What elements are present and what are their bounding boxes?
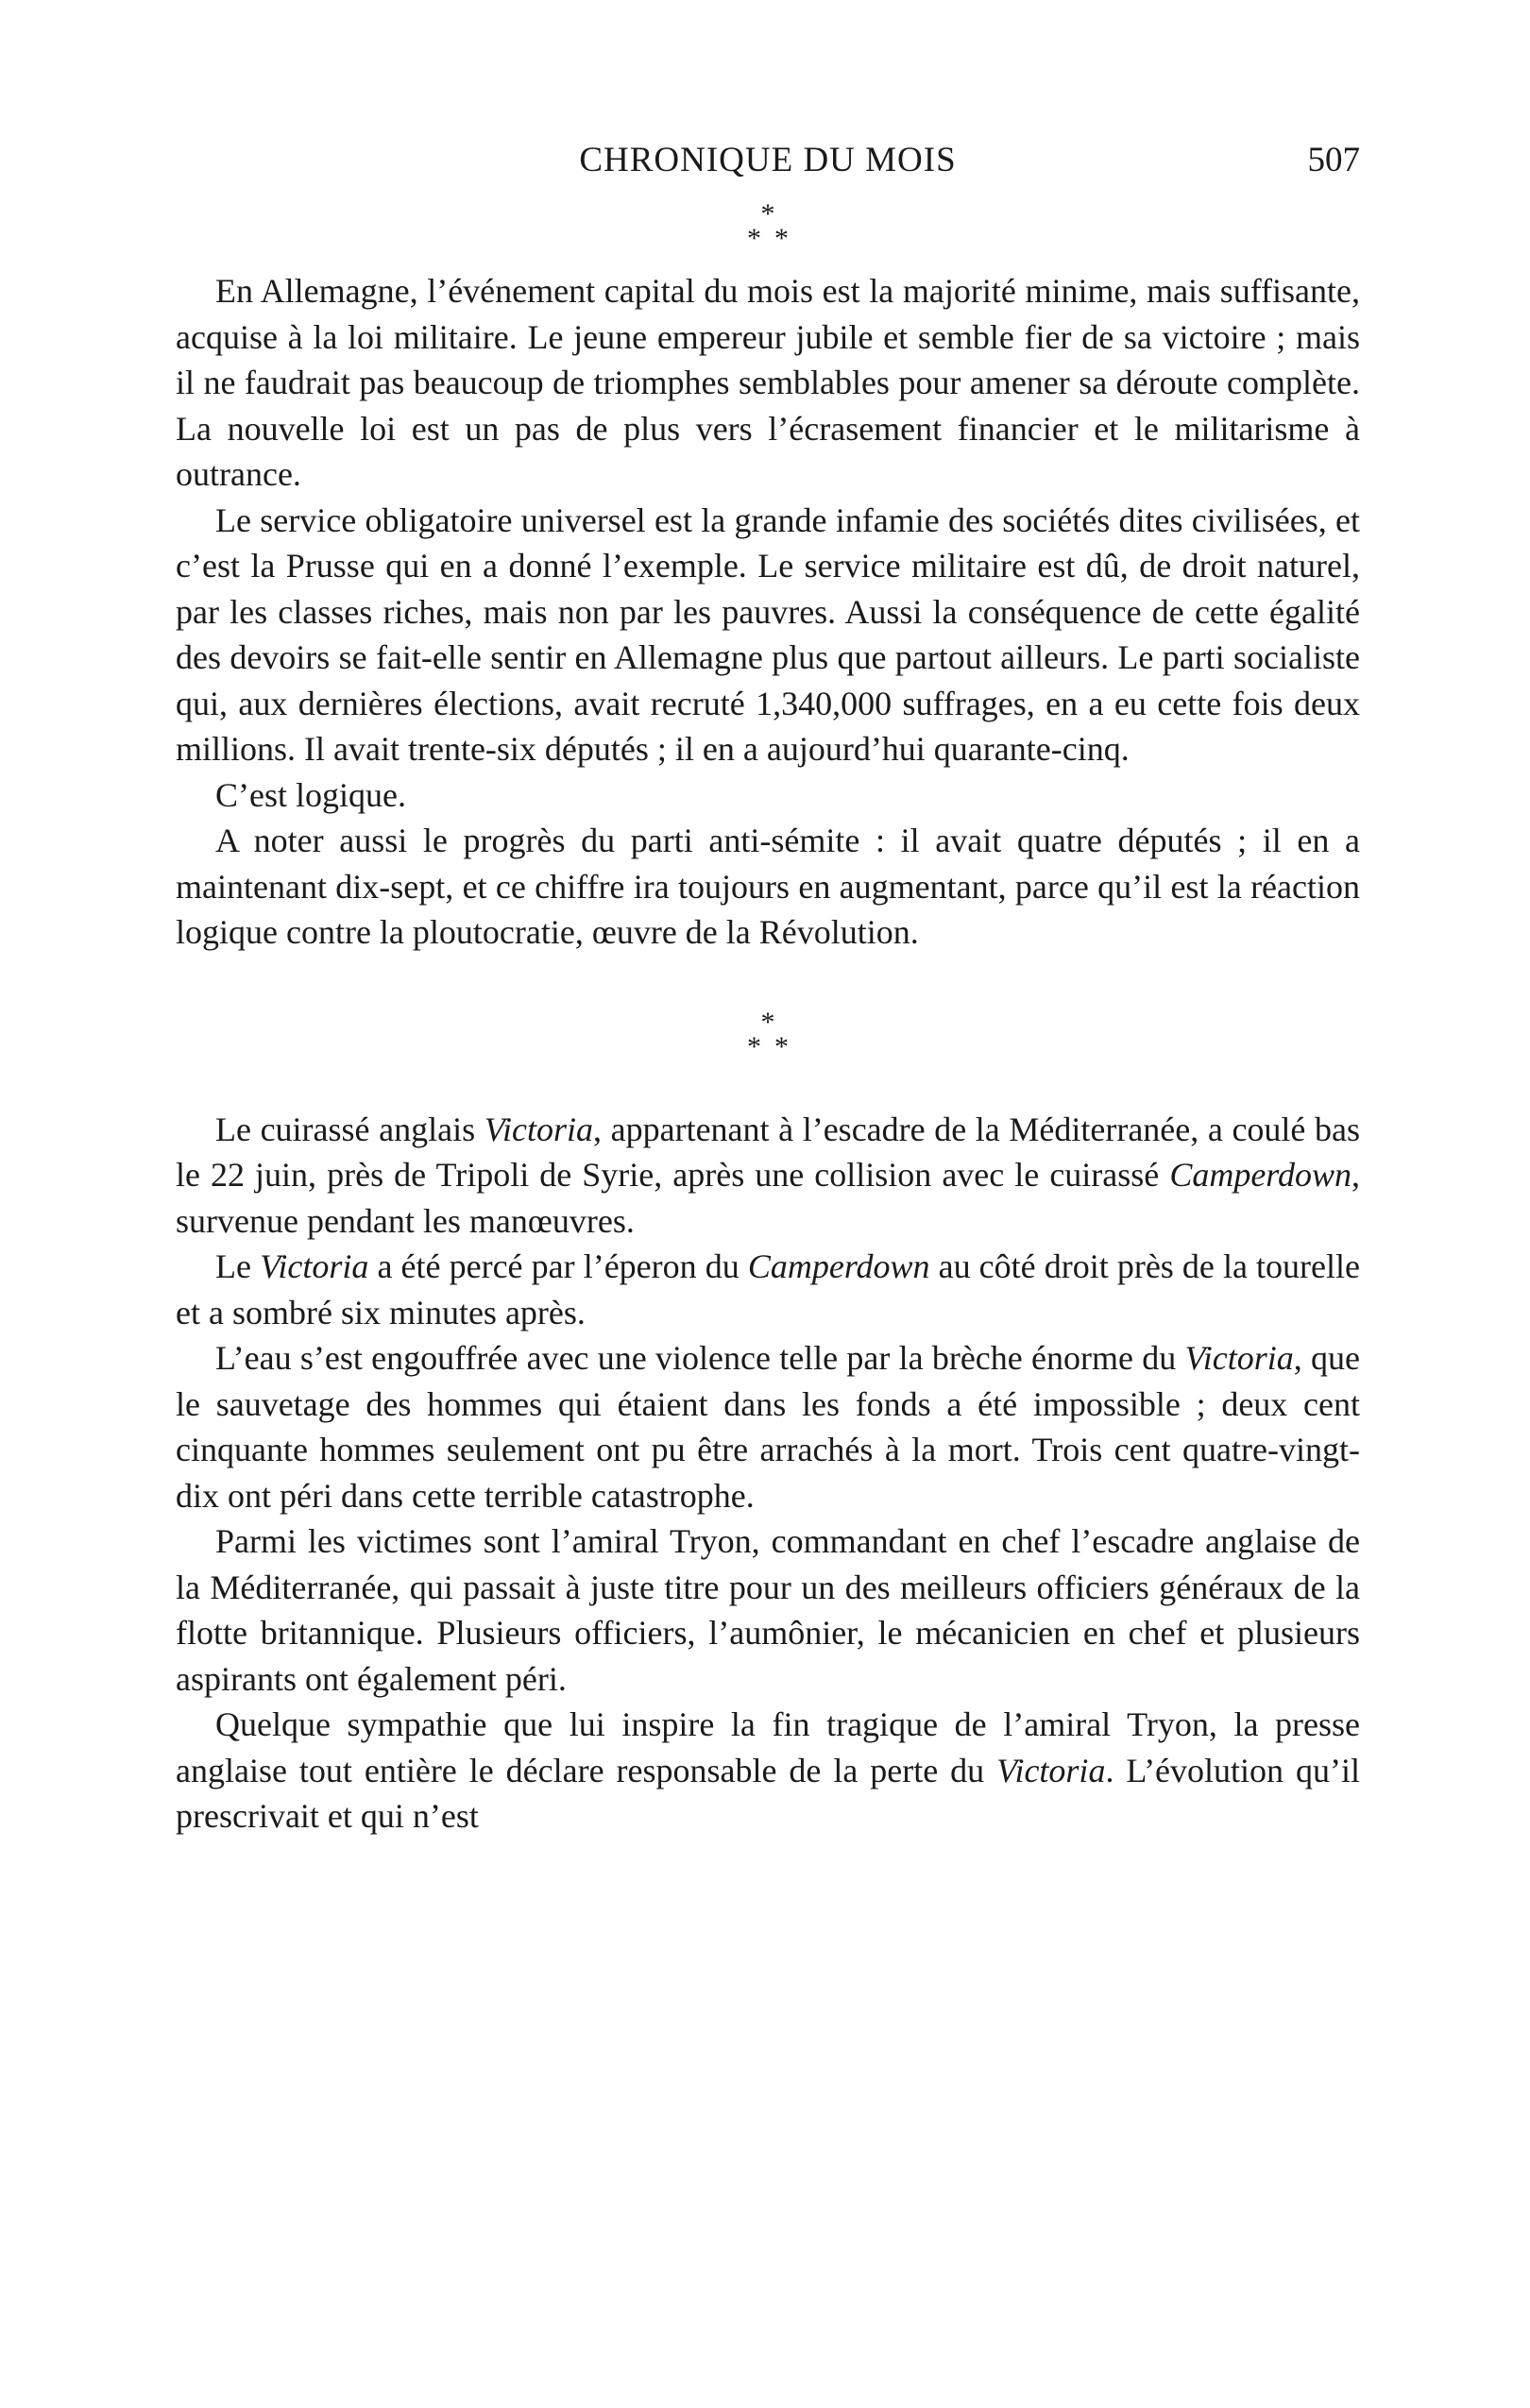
text-run: L’eau s’est engouffrée avec une violence telle par la brèche énorme du: [215, 1339, 1185, 1377]
asterism-separator: [176, 1006, 1360, 1062]
asterism-separator: [176, 198, 1360, 254]
text-run: , que le sauvetage des hommes qui étaient dans les fonds a été impossible ; deux cent cinquante hommes seulement ont pu être arrachés à la mort. Trois cent quatre-vingt-dix ont péri dans cette terrible catastrophe.: [176, 1339, 1360, 1515]
asterism-top: *: [760, 198, 775, 229]
paragraph: [176, 1244, 1360, 1335]
paragraph: Parmi les victimes sont l’amiral Tryon, commandant en chef l’escadre anglaise de la Méditerranée, qui passait à juste titre pour un des meilleurs officiers généraux de la flotte britannique. Plusieurs officiers, l’aumônier, le mécanicien en chef et plusieurs aspirants ont également péri.: [176, 1522, 1360, 1698]
page-number: 507: [1307, 141, 1360, 179]
asterism-bottom: **: [747, 1030, 802, 1062]
paragraph: Le service obligatoire universel est la grande infamie des sociétés dites civilisées, et c’est la Prusse qui en a donné l’exemple. Le service militaire est dû, de droit naturel, par les classes riches, mais non par les pauvres. Aussi la conséquence de cette égalité des devoirs se fait-elle sentir en Allemagne plus que partout ailleurs. Le parti socialiste qui, aux dernières élections, avait recruté 1,340,000 suffrages, en a eu cette fois deux millions. Il avait trente-six députés ; il en a aujourd’hui quarante-cinq.: [176, 500, 1360, 768]
paragraph: [176, 1335, 1360, 1518]
paragraph: En Allemagne, l’événement capital du mois est la majorité minime, mais suffisante, acquise à la loi militaire. Le jeune empereur jubile et semble fier de sa victoire ; mais il ne faudrait pas beaucoup de triomphes semblables pour amener sa déroute complète. La nouvelle loi est un pas de plus vers l’écrasement financier et le militarisme à outrance.: [176, 272, 1360, 493]
ship-name: Victoria: [260, 1247, 369, 1285]
ship-name: Victoria: [1184, 1339, 1294, 1377]
paragraph: [176, 1702, 1360, 1840]
text-run: Le cuirassé anglais: [215, 1110, 484, 1148]
paragraph: A noter aussi le progrès du parti anti-sémite : il avait quatre députés ; il en a maintenant dix-sept, et ce chiffre ira toujours en augmentant, parce qu’il est la réaction logique contre la ploutocratie, œuvre de la Révolution.: [176, 822, 1360, 951]
text-run: Quelque sympathie que lui inspire la fin tragique de l’amiral Tryon, la presse anglaise tout entière le déclare responsable de la perte du: [176, 1705, 1360, 1789]
section-germany: [176, 268, 1360, 956]
paragraph: C’est logique.: [215, 775, 406, 814]
ship-name: Victoria: [996, 1751, 1106, 1789]
ship-name: Victoria: [484, 1110, 594, 1148]
text-run: Le: [215, 1247, 261, 1285]
ship-name: Camperdown: [747, 1247, 930, 1285]
text-run: a été percé par l’éperon du: [368, 1247, 748, 1285]
asterism-bottom: **: [747, 223, 802, 254]
section-victoria: [176, 1107, 1360, 1840]
page-header: [176, 132, 1360, 189]
text-run: , appartenant à l’escadre de la Méditerranée, a coulé bas le 22 juin, près de Tripoli de Syrie, après une collision avec le cuirassé: [176, 1110, 1360, 1194]
paragraph: [176, 1107, 1360, 1245]
asterism-top: *: [760, 1006, 775, 1038]
running-title: CHRONIQUE DU MOIS: [579, 141, 957, 179]
text-run: , survenue pendant les manœuvres.: [176, 1156, 1360, 1240]
page: [176, 132, 1360, 1840]
ship-name: Camperdown: [1169, 1156, 1352, 1194]
text-run: au côté droit près de la tourelle et a sombré six minutes après.: [176, 1247, 1361, 1331]
text-run: . L’évolution qu’il prescrivait et qui n’est: [176, 1751, 1360, 1835]
